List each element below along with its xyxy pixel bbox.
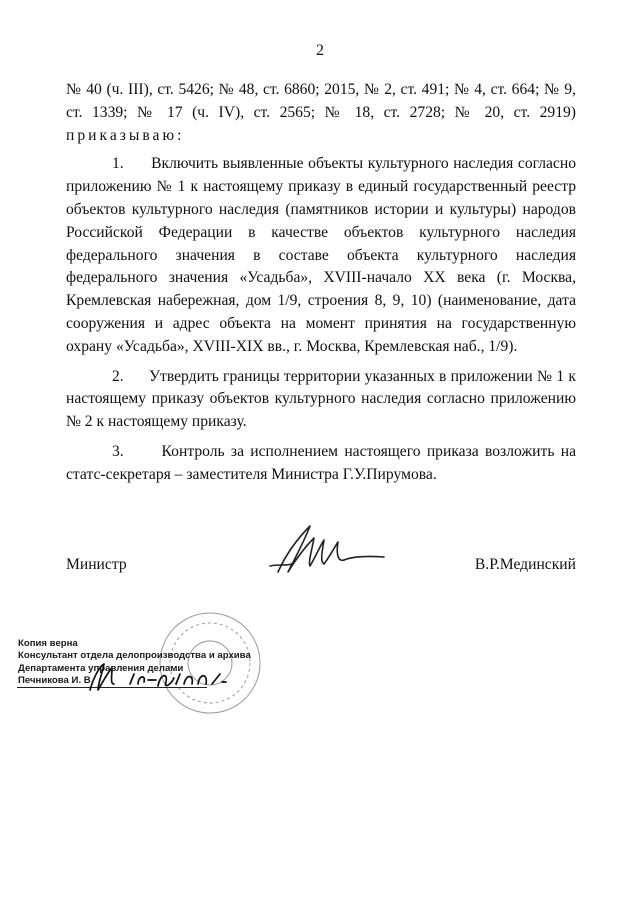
minister-signature-image [258,520,388,580]
item-1-number: 1. [112,155,124,173]
item-2-number: 2. [112,367,124,385]
copy-line-2: Консультант отдела делопроизводства и архива [18,650,251,662]
item-3-number: 3. [112,442,124,460]
order-word: приказываю: [66,126,185,144]
copy-line-1: Копия верна [18,638,78,649]
intro-line-2: ст. 1339; № 17 (ч. IV), ст. 2565; № 18, ст. 2728; № 20, ст. 2919) [66,103,576,121]
item-1-text: Включить выявленные объекты культурного наследия согласно приложению № 1 к настоящему приказу в единый государственный реестр объектов культурного наследия (памятников истории и культуры) народов Российской Федерации в качестве объектов культурного наследия федерального значения в составе объекта культурного наследия федерального значения «Усадьба», XVIII-начало XX века (г. Москва, Кремлевская набережная, дом 1/9, строения 8, 9, 10) (наименование, дата сооружения и адрес объекта на момент принятия на государственную охрану «Усадьба», XVIII-XIX вв., г. Москва, Кремлевская наб., 1/9). [66,155,576,355]
item-2-text: Утвердить границы территории указанных в приложении № 1 к настоящему приказу объектов культурного наследия согласно приложению № 2 к настоящему приказу. [66,367,576,431]
item-3-text: Контроль за исполнением настоящего приказа возложить на статс-секретаря – заместителя Министра Г.У.Пирумова. [66,442,577,483]
minister-title: Министр [66,556,127,573]
intro-line-1: № 40 (ч. III), ст. 5426; № 48, ст. 6860; 2015, № 2, ст. 491; № 4, ст. 664; № 9, [66,81,576,98]
item-2 [66,366,576,434]
handwritten-signature-and-date [86,660,246,694]
page-number: 2 [316,42,324,59]
minister-name: В.Р.Мединский [474,556,576,573]
copy-line-4: Печникова И. В. [18,674,94,686]
copy-line-3: Департамента управления делами [18,662,184,674]
item-1 [66,153,576,358]
item-3 [66,441,576,487]
document-body [66,79,576,487]
